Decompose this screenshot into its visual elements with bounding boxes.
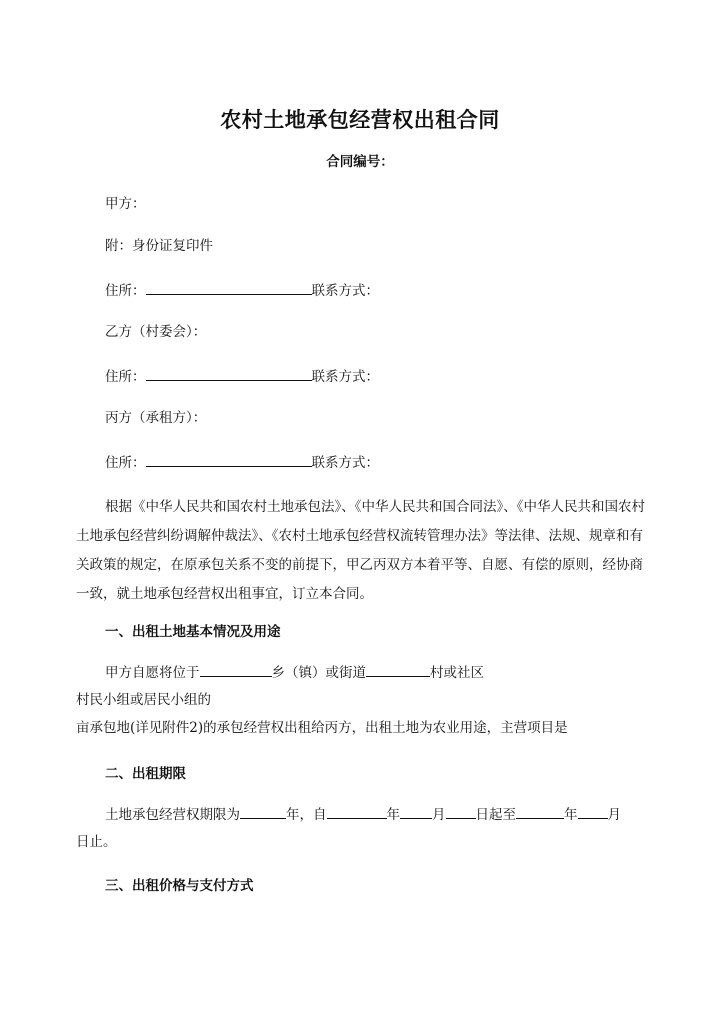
address-blank xyxy=(146,280,312,295)
contract-number-label: 合同编号： xyxy=(326,154,394,170)
section2-heading: 二、出租期限 xyxy=(105,766,186,782)
end-year-blank xyxy=(516,804,564,819)
start-year-blank xyxy=(327,804,387,819)
start-month-blank xyxy=(400,804,432,819)
intro-paragraph: 根据《中华人民共和国农村土地承包法》、《中华人民共和国合同法》、《中华人民共和国农村土地承包经营纠纷调解仲裁法》、《农村土地承包经营权流转管理办法》等法律、法规、规章和有关政策的规定，在原承包关系不变的前提下，甲乙丙双方本着平等、自愿、有偿的原则，经协商一致，就土地承包经营权出租事宜，订立本合同。 xyxy=(76,499,645,602)
party-b-label: 乙方（村委会）： xyxy=(105,324,207,340)
end-month-blank xyxy=(578,804,608,819)
section1-heading: 一、出租土地基本情况及用途 xyxy=(105,624,281,640)
month-label: 月 xyxy=(607,807,621,823)
township-blank xyxy=(200,662,272,677)
section2-term-line xyxy=(105,804,621,825)
contact-label: 联系方式： xyxy=(311,455,379,471)
address-blank xyxy=(146,452,312,467)
address-blank xyxy=(146,366,312,381)
party-c-label: 丙方（承租方）： xyxy=(105,410,207,426)
party-a-address-row xyxy=(105,280,379,301)
document-title: 农村土地承包经营权出租合同 xyxy=(220,107,500,132)
village-label: 村或社区 xyxy=(430,665,484,681)
township-label: 乡（镇）或街道 xyxy=(271,665,366,681)
from-label: 年，自 xyxy=(286,807,327,823)
address-label: 住所： xyxy=(105,455,146,471)
party-c-address-row xyxy=(105,452,379,473)
address-label: 住所： xyxy=(105,283,146,299)
years-blank xyxy=(240,804,286,819)
attachment-note: 附：身份证复印件 xyxy=(105,238,213,254)
section1-location-line xyxy=(105,662,484,683)
month-label: 月 xyxy=(432,807,446,823)
year-label: 年 xyxy=(564,807,578,823)
start-day-blank xyxy=(446,804,476,819)
location-prefix: 甲方自愿将位于 xyxy=(105,665,200,681)
contact-label: 联系方式： xyxy=(311,283,379,299)
section2-end-line: 日止。 xyxy=(76,834,117,850)
section1-area-line: 亩承包地(详见附件2)的承包经营权出租给丙方，出租土地为农业用途，主营项目是 xyxy=(76,720,568,736)
section1-group-line: 村民小组或居民小组的 xyxy=(76,692,211,708)
until-label: 日起至 xyxy=(475,807,516,823)
section3-heading: 三、出租价格与支付方式 xyxy=(105,878,254,894)
village-blank xyxy=(366,662,430,677)
contact-label: 联系方式： xyxy=(311,369,379,385)
address-label: 住所： xyxy=(105,369,146,385)
party-a-label: 甲方： xyxy=(105,196,146,212)
year-label: 年 xyxy=(386,807,400,823)
term-label: 土地承包经营权期限为 xyxy=(105,807,240,823)
party-b-address-row xyxy=(105,366,379,387)
